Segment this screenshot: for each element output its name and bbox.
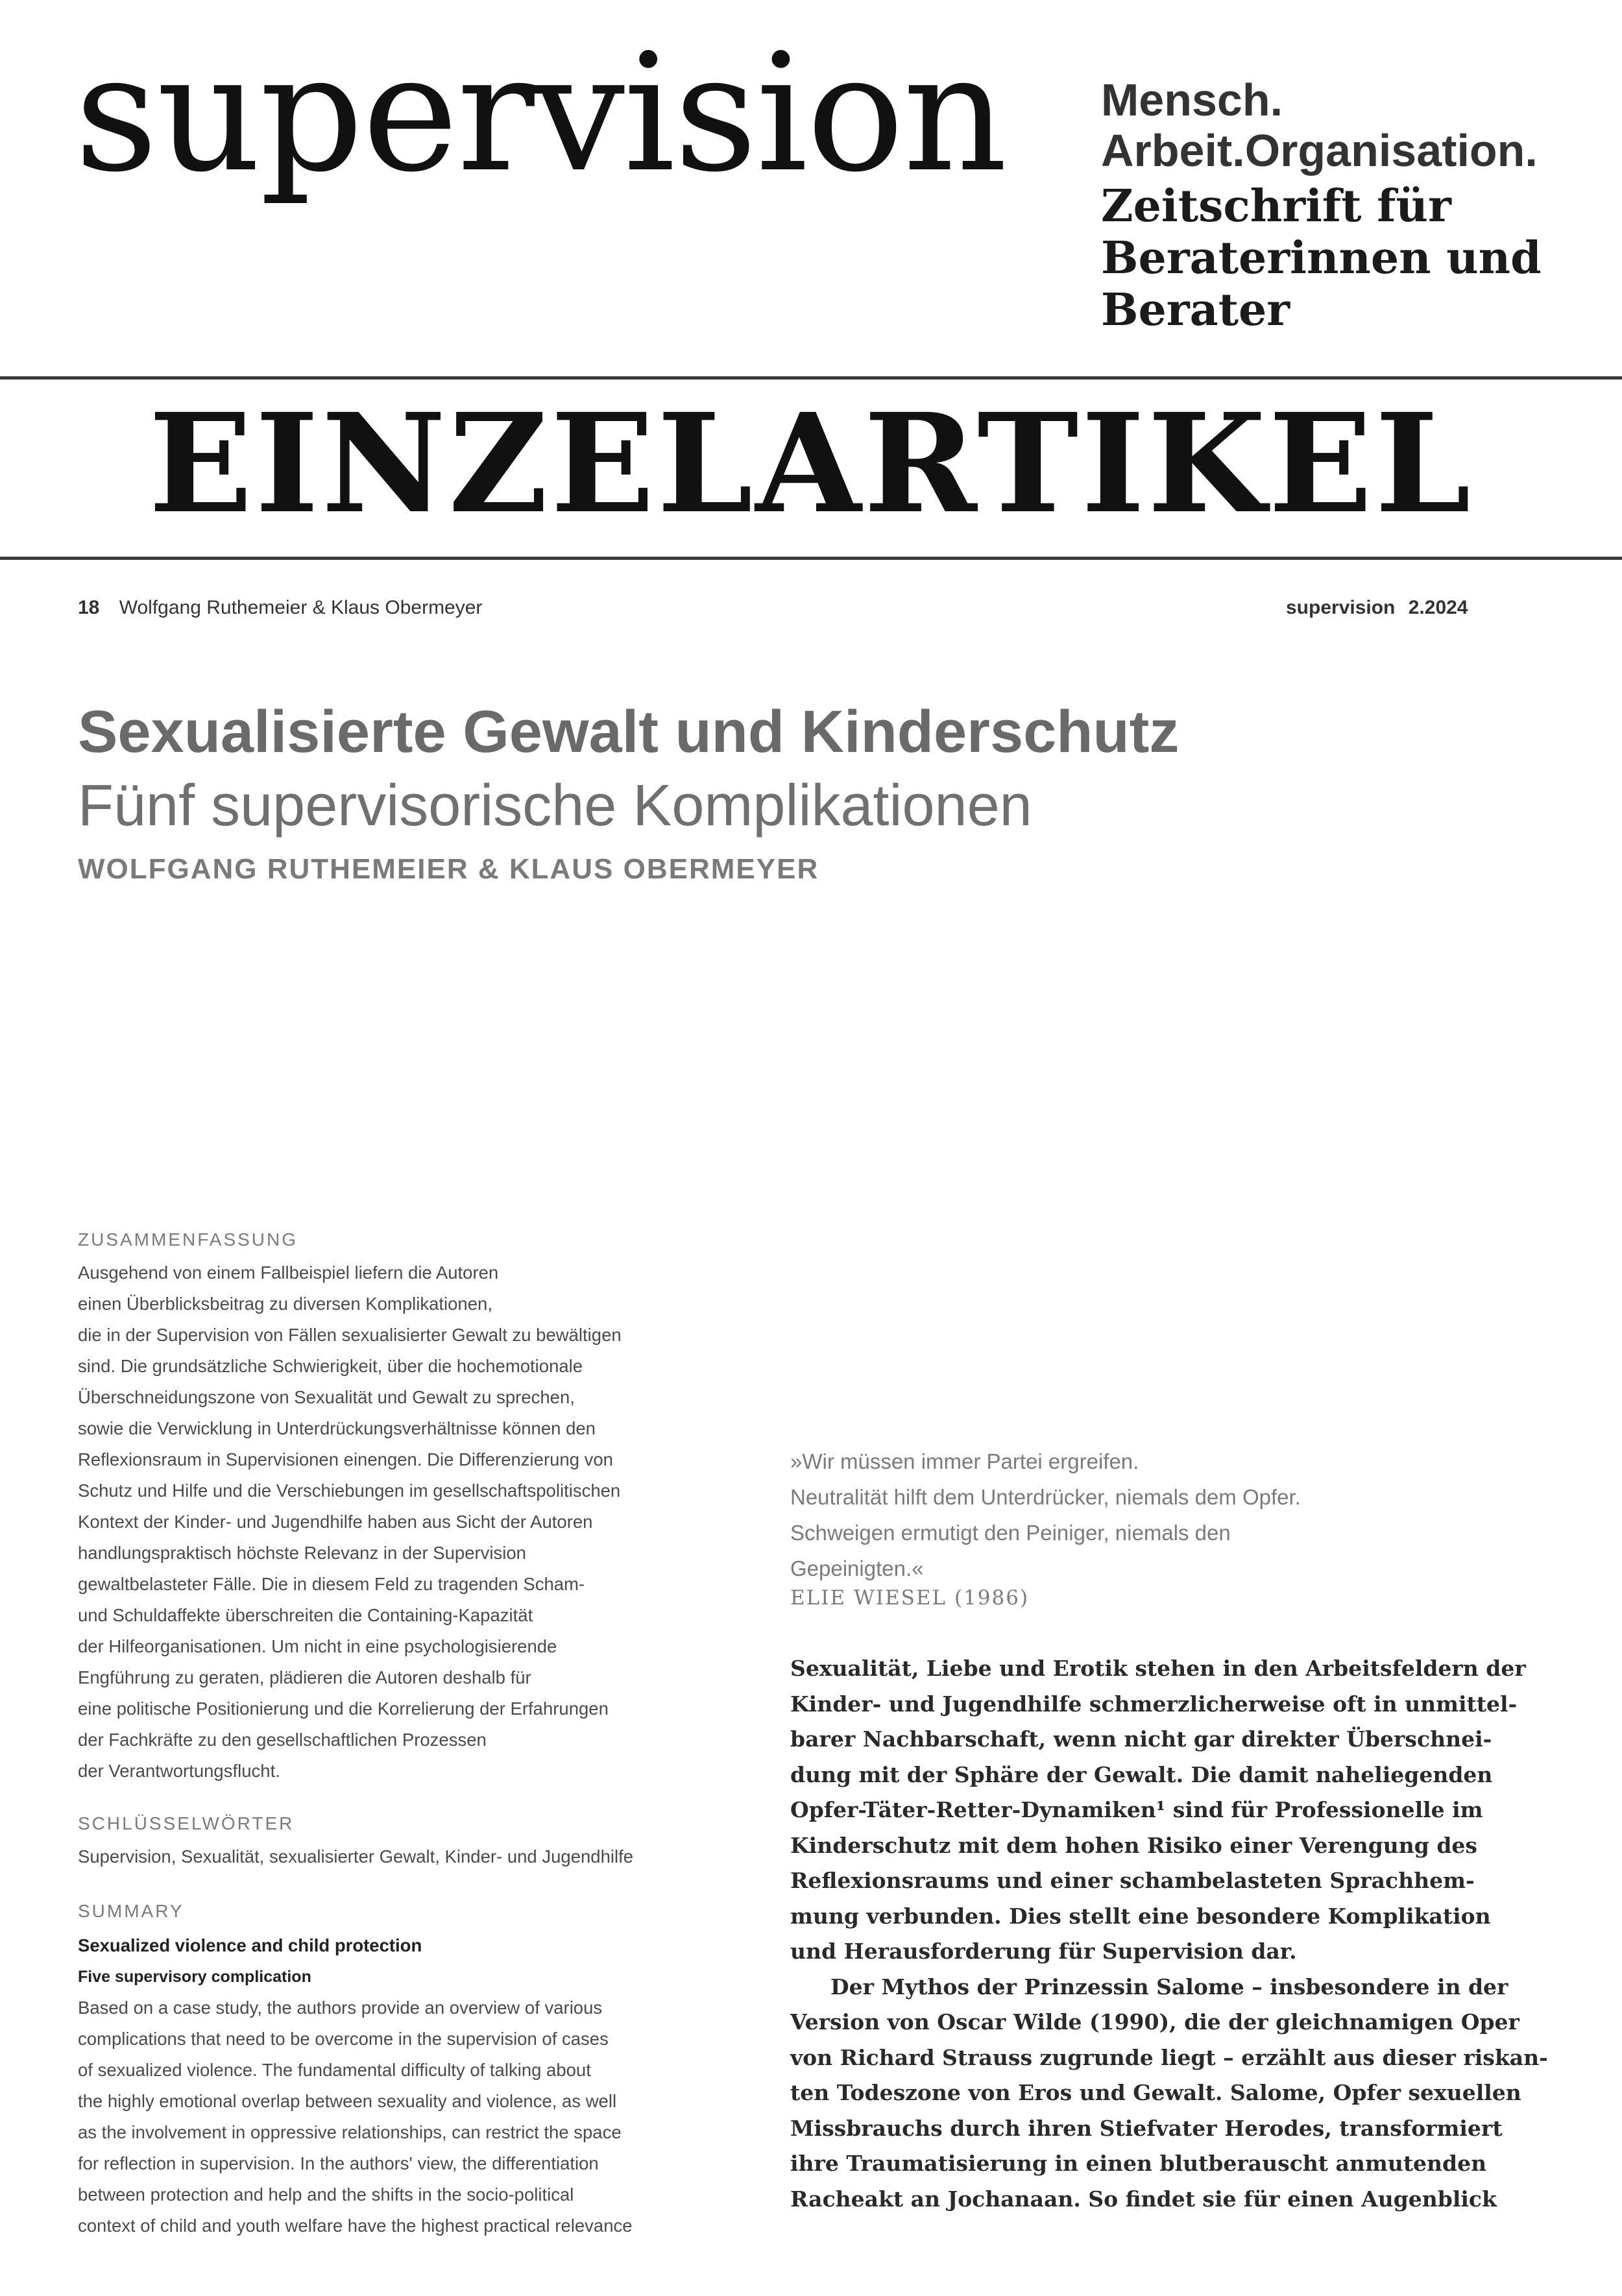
body-line: Racheakt an Jochanaan. So findet sie für einen Augenblick: [790, 2186, 1497, 2212]
summary-subtitle: Five supervisory complication: [78, 1968, 311, 1986]
body-line: mung verbunden. Dies stellt eine besondere Komplikation: [790, 1903, 1491, 1929]
zusammenfassung-line: eine politische Positionierung und die Korrelierung der Erfahrungen: [78, 1698, 609, 1719]
tagline-line-1: Mensch.: [1101, 75, 1283, 125]
summary-text: [78, 1992, 633, 2242]
epigraph-quote: [790, 1444, 1478, 1586]
article-authors: WOLFGANG RUTHEMEIER & KLAUS OBERMEYER: [78, 853, 819, 885]
summary-heading: SUMMARY: [78, 1901, 184, 1921]
body-line: Sexualität, Liebe und Erotik stehen in den Arbeitsfeldern der: [790, 1656, 1526, 1681]
body-line: dung mit der Sphäre der Gewalt. Die damit naheliegenden: [790, 1761, 1493, 1787]
body-line: Opfer-Täter-Retter-Dynamiken¹ sind für Professionelle im: [790, 1797, 1483, 1822]
body-line: Der Mythos der Prinzessin Salome – insbesondere in der: [830, 1974, 1508, 2000]
quote-line: Gepeinigten.«: [790, 1556, 924, 1580]
article-subtitle: Fünf supervisorische Komplikationen: [78, 773, 1032, 838]
tagline-line-2: Arbeit.Organisation.: [1101, 125, 1538, 176]
zusammenfassung-line: Schutz und Hilfe und die Verschiebungen im gesellschaftspolitischen: [78, 1480, 621, 1501]
zusammenfassung-line: Engführung zu geraten, plädieren die Autoren deshalb für: [78, 1667, 531, 1687]
zusammenfassung-heading: ZUSAMMENFASSUNG: [78, 1229, 298, 1250]
running-head-left: [78, 597, 482, 619]
page-number: 18: [78, 597, 100, 618]
body-line: Missbrauchs durch ihren Stiefvater Herodes, transformiert: [790, 2115, 1503, 2141]
running-head-issue: 2.2024: [1408, 597, 1468, 618]
keywords-line: Supervision, Sexualität, sexualisierter Gewalt, Kinder- und Jugendhilfe: [78, 1846, 634, 1867]
zusammenfassung-line: sind. Die grundsätzliche Schwierigkeit, über die hochemotionale: [78, 1356, 583, 1376]
zusammenfassung-line: Überschneidungszone von Sexualität und Gewalt zu sprechen,: [78, 1387, 575, 1407]
summary-line: for reflection in supervision. In the authors' view, the differentiation: [78, 2153, 599, 2173]
summary-line: context of child and youth welfare have the highest practical relevance: [78, 2216, 633, 2236]
summary-line: the highly emotional overlap between sexuality and violence, as well: [78, 2091, 617, 2111]
summary-line: as the involvement in oppressive relationships, can restrict the space: [78, 2122, 622, 2142]
running-head-authors: Wolfgang Ruthemeier & Klaus Obermeyer: [119, 597, 483, 618]
zusammenfassung-line: sowie die Verwicklung in Unterdrückungsverhältnisse können den: [78, 1418, 596, 1438]
body-line: und Herausforderung für Supervision dar.: [790, 1939, 1297, 1964]
zusammenfassung-line: gewaltbelasteter Fälle. Die in diesem Feld zu tragenden Scham-: [78, 1574, 585, 1594]
zusammenfassung-line: einen Überblicksbeitrag zu diversen Komplikationen,: [78, 1294, 492, 1314]
article-body: [790, 1651, 1548, 2217]
summary-line: Based on a case study, the authors provide an overview of various: [78, 1998, 603, 2018]
body-line: Version von Oscar Wilde (1990), die der gleichnamigen Oper: [790, 2009, 1519, 2035]
zusammenfassung-line: die in der Supervision von Fällen sexualisierter Gewalt zu bewältigen: [78, 1325, 622, 1345]
summary-line: between protection and help and the shifts in the socio-political: [78, 2184, 574, 2205]
zusammenfassung-line: Kontext der Kinder- und Jugendhilfe haben aus Sicht der Autoren: [78, 1512, 593, 1532]
zusammenfassung-line: der Hilfeorganisationen. Um nicht in eine psychologisierende: [78, 1636, 557, 1656]
zusammenfassung-text: [78, 1257, 622, 1787]
masthead-subtitle-line-3: Berater: [1101, 284, 1290, 337]
schluesselwoerter-text: [78, 1841, 633, 1872]
quote-line: Neutralität hilft dem Unterdrücker, niemals dem Opfer.: [790, 1485, 1301, 1509]
zusammenfassung-line: der Verantwortungsflucht.: [78, 1761, 280, 1781]
running-head-journal: supervision: [1286, 597, 1396, 618]
zusammenfassung-line: Ausgehend von einem Fallbeispiel liefern die Autoren: [78, 1263, 499, 1283]
running-head-right: [1286, 597, 1468, 619]
quote-line: »Wir müssen immer Partei ergreifen.: [790, 1449, 1139, 1473]
body-line: barer Nachbarschaft, wenn nicht gar direkter Überschnei-: [790, 1726, 1492, 1752]
body-line: ten Todeszone von Eros und Gewalt. Salome, Opfer sexuellen: [790, 2080, 1521, 2105]
body-line: ihre Traumatisierung in einen blutberauscht anmutenden: [790, 2151, 1487, 2176]
schluesselwoerter-heading: SCHLÜSSELWÖRTER: [78, 1813, 295, 1833]
body-line: Reflexionsraums und einer schambelasteten Sprachhem-: [790, 1868, 1475, 1893]
zusammenfassung-line: und Schuldaffekte überschreiten die Containing-Kapazität: [78, 1605, 533, 1625]
zusammenfassung-line: handlungspraktisch höchste Relevanz in der Supervision: [78, 1543, 526, 1563]
zusammenfassung-line: Reflexionsraum in Supervisionen einengen. Die Differenzierung von: [78, 1449, 613, 1469]
summary-line: complications that need to be overcome in the supervision of cases: [78, 2029, 609, 2049]
masthead-tagline: [1101, 75, 1607, 336]
quote-line: Schweigen ermutigt den Peiniger, niemals den: [790, 1521, 1231, 1545]
body-line: Kinderschutz mit dem hohen Risiko einer Verengung des: [790, 1832, 1477, 1858]
zusammenfassung-line: der Fachkräfte zu den gesellschaftlichen Prozessen: [78, 1730, 487, 1750]
summary-title: Sexualized violence and child protection: [78, 1935, 422, 1955]
journal-logo: supervision: [75, 19, 1006, 208]
article-title: Sexualisierte Gewalt und Kinderschutz: [78, 699, 1180, 765]
banner-einzelartikel: EINZELARTIKEL: [149, 383, 1473, 544]
top-rule: [0, 376, 1622, 380]
body-line: Kinder- und Jugendhilfe schmerzlicherweise oft in unmittel-: [790, 1691, 1518, 1717]
masthead-subtitle-line-2: Beraterinnen und: [1101, 232, 1542, 285]
masthead-subtitle-line-1: Zeitschrift für: [1101, 180, 1451, 232]
bottom-rule: [0, 557, 1622, 560]
body-line: von Richard Strauss zugrunde liegt – erzählt aus dieser riskan-: [790, 2044, 1548, 2070]
quote-source: ELIE WIESEL (1986): [790, 1586, 1030, 1610]
summary-line: of sexualized violence. The fundamental difficulty of talking about: [78, 2060, 591, 2080]
